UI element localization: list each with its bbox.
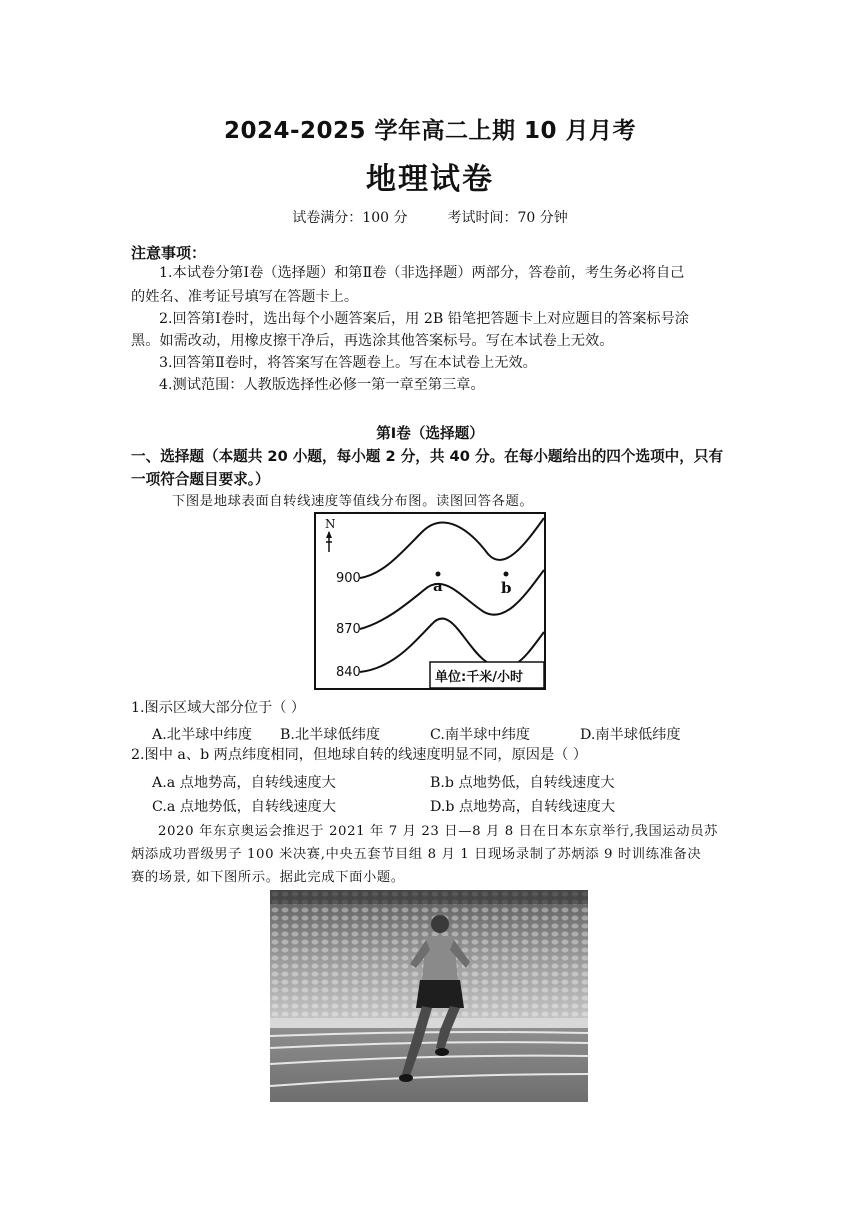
running-track xyxy=(270,1028,588,1102)
passage-line-1: 2020 年东京奥运会推迟于 2021 年 7 月 23 日—8 月 8 日在日本东京举行,我国运动员苏 xyxy=(158,824,718,839)
note-line-2: 的姓名、准考证号填写在答题卡上。 xyxy=(131,289,359,305)
sprinter-photo xyxy=(270,890,588,1102)
q1-option-b[interactable]: B.北半球低纬度 xyxy=(280,727,381,743)
q1-option-d[interactable]: D.南半球低纬度 xyxy=(580,727,681,743)
exam-meta xyxy=(0,207,860,227)
note-line-3: 2.回答第Ⅰ卷时，选出每个小题答案后，用 2B 铅笔把答题卡上对应题目的答案标号涂 xyxy=(159,311,689,327)
north-label: N xyxy=(325,517,336,531)
note-line-4: 黑。如需改动，用橡皮擦干净后，再选涂其他答案标号。写在本试卷上无效。 xyxy=(131,333,614,349)
note-line-5: 3.回答第Ⅱ卷时，将答案写在答题卷上。写在本试卷上无效。 xyxy=(159,355,537,371)
isoline-map xyxy=(314,512,546,690)
exam-subject: 地理试卷 xyxy=(366,162,494,197)
exam-time: 考试时间：70 分钟 xyxy=(447,210,568,226)
q2-option-d[interactable]: D.b 点地势高，自转线速度大 xyxy=(430,799,616,815)
passage-line-2: 炳添成功晋级男子 100 米决赛,中央五套节目组 8 月 1 日现场录制了苏炳添 9 时训练准备决 xyxy=(131,847,702,862)
isoline-label-870: 870 xyxy=(336,622,361,637)
point-a-marker xyxy=(436,572,441,577)
isoline-label-840: 840 xyxy=(336,665,361,680)
section-instruction-2: 一项符合题目要求。） xyxy=(131,471,270,488)
q1-option-c[interactable]: C.南半球中纬度 xyxy=(430,727,530,743)
q2-option-c[interactable]: C.a 点地势低，自转线速度大 xyxy=(152,799,336,815)
q2-option-b[interactable]: B.b 点地势低，自转线速度大 xyxy=(430,775,615,791)
point-a-label: a xyxy=(433,577,443,595)
point-b-label: b xyxy=(501,579,512,597)
q1-option-a[interactable]: A.北半球中纬度 xyxy=(152,727,252,743)
q2-option-a[interactable]: A.a 点地势高，自转线速度大 xyxy=(152,775,336,791)
stadium-wall xyxy=(270,1018,588,1028)
passage-line-3: 赛的场景, 如下图所示。据此完成下面小题。 xyxy=(131,870,405,885)
note-line-6: 4.测试范围：人教版选择性必修一第一章至第三章。 xyxy=(159,377,485,393)
full-score: 试卷满分：100 分 xyxy=(292,210,408,226)
isoline-label-900: 900 xyxy=(336,571,361,586)
part1-title: 第Ⅰ卷（选择题） xyxy=(376,425,484,442)
point-b-marker xyxy=(504,572,509,577)
section-instruction-1: 一、选择题（本题共 20 小题，每小题 2 分，共 40 分。在每小题给出的四个选项中，只有 xyxy=(131,448,724,465)
notes-heading: 注意事项： xyxy=(131,244,207,262)
q1-stem: 1.图示区域大部分位于（ ） xyxy=(131,700,306,716)
exam-title: 2024-2025 学年高二上期 10 月月考 xyxy=(223,118,637,144)
note-line-1: 1.本试卷分第Ⅰ卷（选择题）和第Ⅱ卷（非选择题）两部分，答卷前，考生务必将自己 xyxy=(159,265,685,281)
unit-label: 单位:千米/小时 xyxy=(435,670,523,685)
figure-intro: 下图是地球表面自转线速度等值线分布图。读图回答各题。 xyxy=(172,494,534,509)
q2-stem: 2.图中 a、b 两点纬度相同，但地球自转的线速度明显不同，原因是（ ） xyxy=(131,747,588,763)
